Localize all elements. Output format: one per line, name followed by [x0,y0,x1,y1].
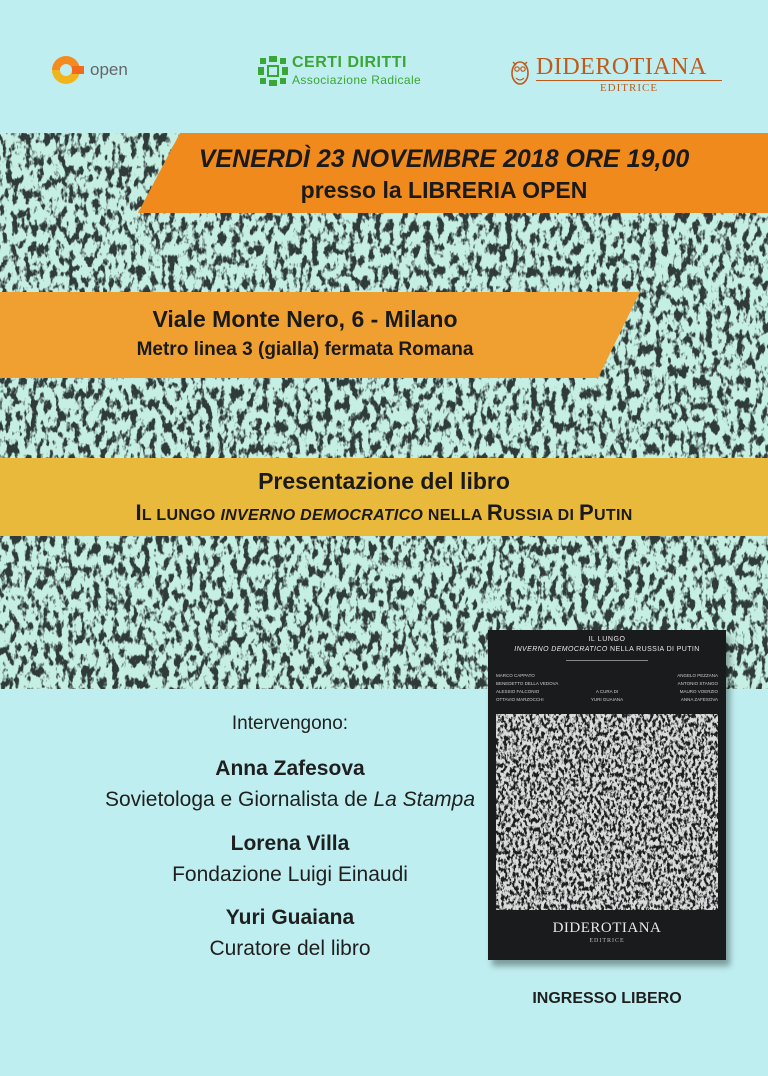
cover-author: ANTONIO STANGO [677,681,718,686]
speakers-label: Intervengono: [231,713,349,734]
cover-publisher: DIDEROTIANA [552,920,662,936]
certi-diritti-title: CERTI DIRITTI [292,54,407,71]
cover-title-1: IL LUNGO [588,636,626,643]
cover-rule [566,660,648,661]
owl-icon [508,56,532,88]
book-title-part: L LUNGO [141,507,221,524]
speaker-role-text: Sovietologa e Giornalista de [104,788,374,811]
cover-curator [576,688,638,704]
open-logo [48,50,158,90]
event-venue: presso la LIBRERIA OPEN [300,177,588,203]
certi-diritti-icon [258,56,288,86]
speaker-role: Fondazione Luigi Einaudi [172,863,408,886]
cover-author: OTTAVIO MARZOCCHI [496,697,544,702]
speaker-name: Anna Zafesova [215,757,365,780]
presentation-banner [0,458,768,536]
cover-publisher-sub: EDITRICE [589,938,625,944]
address-banner [0,292,768,378]
speaker-role-italic: La Stampa [373,788,476,811]
diderotiana-logo [508,52,722,96]
cover-authors-left [496,672,558,704]
cover-author: MAURO VOERZIO [679,689,718,694]
cover-author: ANNA ZAFESOVA [680,697,718,702]
cover-authors-right [677,672,718,704]
event-address: Viale Monte Nero, 6 - Milano [152,306,458,332]
book-title-italic: INVERNO DEMOCRATICO [220,507,424,524]
certi-diritti-subtitle: Associazione Radicale [292,73,422,87]
speaker-name: Lorena Villa [230,832,350,855]
grunge-texture [0,133,768,689]
speaker-role: Curatore del libro [209,937,371,960]
diderotiana-title: DIDEROTIANA [536,54,707,80]
certi-diritti-logo [258,52,438,92]
open-logo-icon [48,52,86,88]
book-title-part: NELLA [423,507,487,524]
date-banner [0,133,768,213]
free-entry-label: INGRESSO LIBERO [532,990,682,1007]
cover-author: ALESSIO FALCONIO [496,689,540,694]
book-cover [488,630,726,960]
speaker-role [30,788,550,812]
cover-author: ANGELO PEZZANA [677,673,718,678]
cover-curator-label: A CURA DI [595,689,619,694]
cover-texture [496,714,718,910]
event-date: VENERDÌ 23 NOVEMBRE 2018 ORE 19,00 [198,145,690,173]
diderotiana-subtitle: EDITRICE [536,80,722,94]
book-title-part: UTIN [594,507,633,524]
address-banner-shape [0,292,768,378]
book-title-part: USSIA DI [503,507,580,524]
cover-title-italic: INVERNO DEMOCRATICO [514,646,608,653]
event-metro: Metro linea 3 (gialla) fermata Romana [136,339,474,360]
cover-author: BENEDETTO DELLA VEDOVA [496,681,559,686]
book-title [0,500,768,526]
speaker-name: Yuri Guaiana [225,906,355,929]
cover-title-rest: NELLA RUSSIA DI PUTIN [607,646,700,653]
cover-author: MARCO CAPPATO [496,673,535,678]
book-title-part: R [486,500,504,525]
book-title-part: P [579,500,595,525]
open-logo-word: open [90,60,128,79]
cover-title-2 [488,646,726,653]
presentation-heading: Presentazione del libro [258,468,510,494]
cover-curator-name: YURI GUAIANA [590,697,624,702]
book-title-part: I [135,500,142,525]
